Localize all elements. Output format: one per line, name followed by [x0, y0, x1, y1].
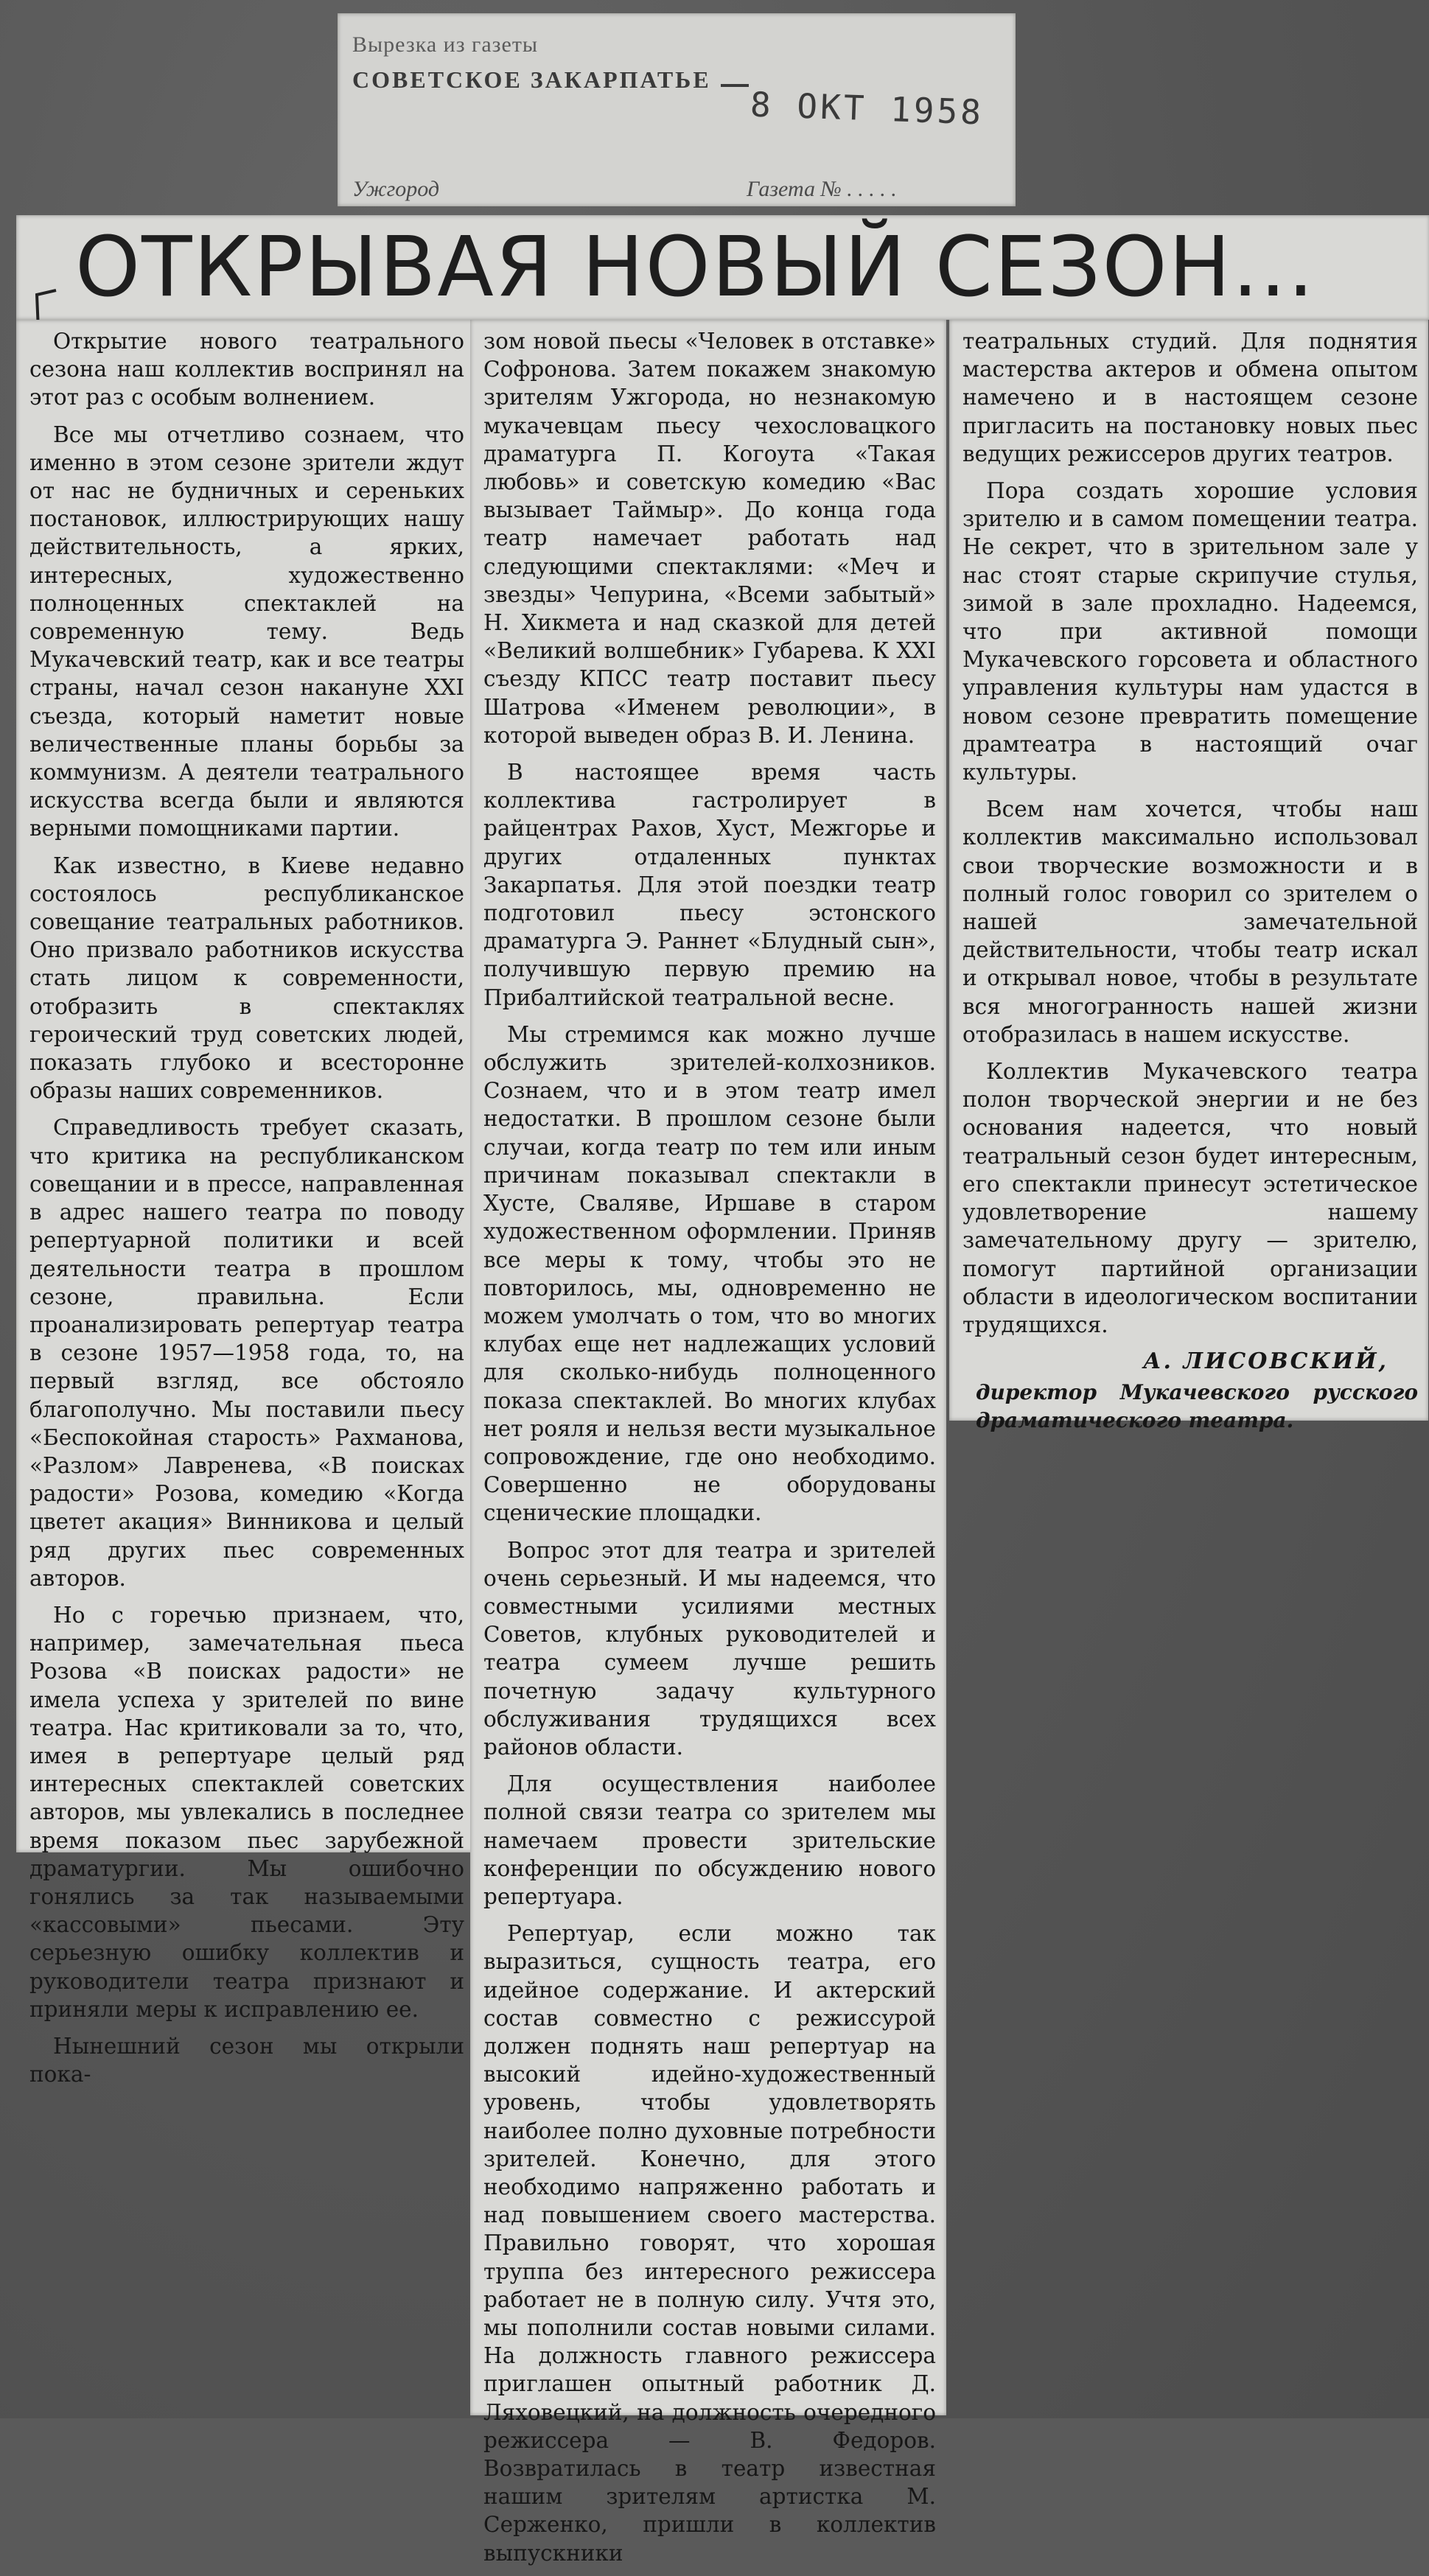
article-headline: ОТКРЫВАЯ НОВЫЙ СЕЗОН... [75, 220, 1316, 315]
clipping-label [338, 13, 1016, 206]
paragraph: зом новой пьесы «Человек в отставке» Софронова. Затем покажем знакомую зрителям Ужгорода, но незнакомую мукачевцам пьесу чехословацкого драматурга П. Когоута «Такая любовь» и советскую комедию «Вас вызывает Таймыр». До конца года театр намечает работать над следующими спектаклями: «Меч и звезды» Чепурина, «Всеми забытый» Н. Хикмета и над сказкой для детей «Великий волшебник» Губарева. К XXI съезду КПСС театр поставит пьесу Шатрова «Именем революции», в которой выведен образ В. И. Ленина. [483, 329, 936, 748]
paragraph: Но с горечью признаем, что, например, замечательная пьеса Розова «В поисках радости» не имела успеха у зрителей по вине театра. Нас критиковали за то, что, имея в репертуаре целый ряд интересных спектаклей советских авторов, мы увлекались в последнее время показом пьес зарубежной драматургии. Мы ошибочно гонялись за так называемыми «кассовыми» пьесами. Эту серьезную ошибку коллектив и руководители театра признают и приняли меры к исправлению ее. [29, 1602, 464, 2022]
paragraph: Мы стремимся как можно лучше обслужить зрителей-колхозников. Сознаем, что и в этом театр имел недостатки. В прошлом сезоне были случаи, когда театр по тем или иным причинам показывал спектакли в Хусте, Сваляве, Иршаве в старом художественном оформлении. Приняв все меры к тому, чтобы это не повторилось, мы, одновременно не можем умолчать о том, что во многих клубах еще нет надлежащих условий для сколько-нибудь полноценного показа спектаклей. Во многих клубах нет рояля и нельзя вести музыкальное сопровождение, где оно необходимо. Совершенно не оборудованы сценические площадки. [483, 1021, 936, 1526]
paragraph: Репертуар, если можно так выразиться, сущность театра, его идейное содержание. И актерский состав совместно с режиссурой должен поднять наш репертуар на высокий идейно-художественный уровень, чтобы удовлетворять наиболее полно духовные потребности зрителей. Конечно, для этого необходимо напряженно работать и над повышением своего мастерства. Правильно говорят, что хорошая труппа без интересного режиссера работает не в полную силу. Учтя это, мы пополнили состав новыми силами. На должность главного режиссера приглашен опытный работник Д. Ляховецкий, на должность очередного режиссера — В. Федоров. Возвратилась в театр известная нашим зрителям артистка М. Серженко, пришли в коллектив выпускники [483, 1921, 936, 2566]
label-date-stamp: 8 ОКТ 1958 [750, 84, 985, 133]
paragraph: Вопрос этот для театра и зрителей очень серьезный. И мы надеемся, что совместными усилиями местных Советов, клубных руководителей и театра сумеем лучше решить почетную задачу культурного обслуживания трудящихся всех районов области. [483, 1537, 936, 1760]
article-column-2 [470, 320, 946, 2566]
paragraph: Нынешний сезон мы открыли пока- [29, 2033, 464, 2087]
paragraph: Как известно, в Киеве недавно состоялось республиканское совещание театральных работников. Оно призвало работников искусства стать лицом к современности, отобразить в спектаклях героический труд советских людей, показать глубоко и всесторонне образы наших современников. [29, 853, 464, 1104]
label-newspaper-name: СОВЕТСКОЕ ЗАКАРПАТЬЕ [352, 66, 711, 93]
paragraph: Все мы отчетливо сознаем, что именно в этом сезоне зрители ждут от нас не будничных и сереньких постановок, иллюстрирующих нашу действительность, а ярких, интересных, художественно полноценных спектаклей на современную тему. Ведь Мукачевский театр, как и все театры страны, начал сезон накануне XXI съезда, который наметит новые величественные планы борьбы за коммунизм. А деятели театрального искусства всегда были и являются верными помощниками партии. [29, 421, 464, 841]
paragraph: театральных студий. Для поднятия мастерства актеров и обмена опытом намечено и в настоящем сезоне пригласить на постановку новых пьес ведущих режиссеров других театров. [962, 329, 1418, 466]
label-paper-number: Газета № . . . . . [747, 177, 897, 201]
label-city: Ужгород [352, 177, 440, 201]
column-1-text [29, 327, 464, 2097]
headline-strip [16, 215, 1429, 320]
label-dash [721, 84, 749, 87]
paragraph: Открытие нового театрального сезона наш коллектив воспринял на этот раз с особым волнением. [29, 329, 464, 410]
paragraph: В настоящее время часть коллектива гастролирует в райцентрах Рахов, Хуст, Межгорье и других отдаленных пунктах Закарпатья. Для этой поездки театр подготовил пьесу эстонского драматурга Э. Раннет «Блудный сын», получившую первую премию на Прибалтийской театральной весне. [483, 760, 936, 1010]
label-source-caption: Вырезка из газеты [352, 32, 539, 57]
paragraph: Всем нам хочется, чтобы наш коллектив максимально использовал свои творческие возможности и в полный голос говорил со зрителем о нашей замечательной действительности, чтобы театр искал и открывал новое, чтобы в результате вся многогранность нашей жизни отобразилась в нашем искусстве. [962, 797, 1418, 1047]
article-column-3 [949, 320, 1428, 1433]
paragraph: Для осуществления наиболее полной связи театра со зрителем мы намечаем провести зрительские конференции по обсуждению нового репертуара. [483, 1771, 936, 1909]
author-signature: А. ЛИСОВСКИЙ, [1143, 1348, 1388, 1375]
paragraph: Пора создать хорошие условия зрителю и в самом помещении театра. Не секрет, что в зрительном зале у нас стоят старые скрипучие стулья, зимой в зале прохладно. Надеемся, что при активной помощи Мукачевского горсовета и областного управления культуры нам удастся в новом сезоне превратить помещение драмтеатра в настоящий очаг культуры. [962, 478, 1418, 785]
article-column-1 [16, 320, 475, 2087]
paragraph: Справедливость требует сказать, что критика на республиканском совещании и в прессе, направленная в адрес нашего театра по поводу репертуарной политики и всей деятельности театра в прошлом сезоне, правильна. Если проанализировать репертуар театра в сезоне 1957—1958 года, то, на первый взгляд, все обстояло благополучно. Мы поставили пьесу «Беспокойная старость» Рахманова, «Разлом» Лавренева, «В поисках радости» Розова, комедию «Когда цветет акация» Винникова и целый ряд других пьес современных авторов. [29, 1115, 464, 1591]
column-2-text [483, 327, 936, 2576]
author-title: директор Мукачевского русского драматического театра. [976, 1380, 1418, 1433]
paragraph: Коллектив Мукачевского театра полон творческой энергии и не без основания надеется, что новый театральный сезон будет интересным, его спектакли принесут эстетическое удовлетворение нашему замечательному другу — зрителю, помогут партийной организации области в идеологическом воспитании трудящихся. [962, 1059, 1418, 1337]
column-3-text [962, 327, 1418, 1435]
